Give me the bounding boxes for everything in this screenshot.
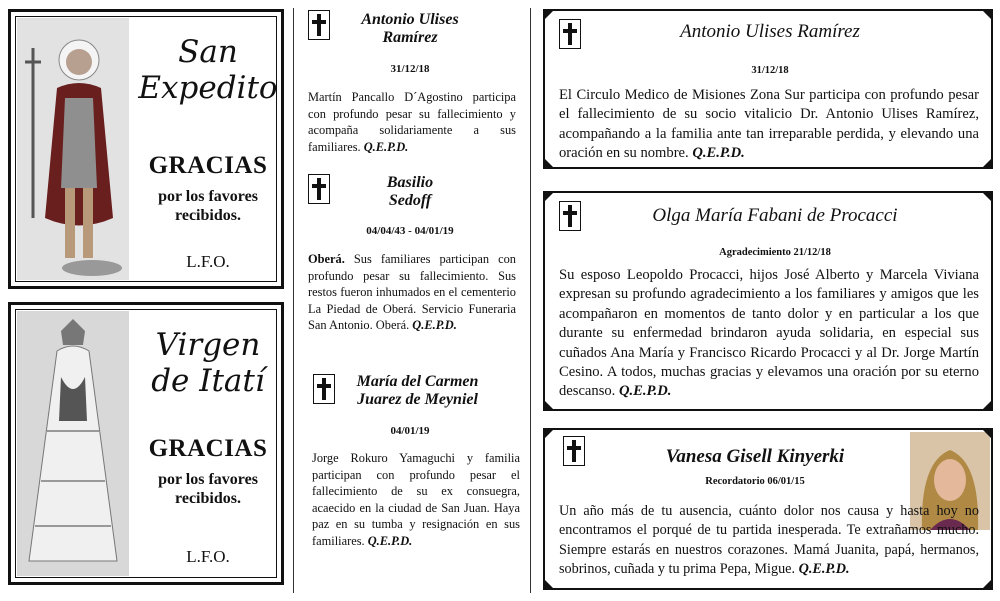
cross-icon (308, 174, 330, 204)
obituary-box (543, 191, 993, 411)
corner-ornament (981, 157, 993, 169)
deceased-name: Olga María Fabani de Procacci (652, 205, 898, 226)
corner-ornament (981, 9, 993, 21)
corner-ornament (981, 578, 993, 590)
cross-icon (559, 201, 581, 231)
corner-ornament (543, 157, 555, 169)
corner-ornament (543, 399, 555, 411)
notice-body: Oberá. Sus familiares participan con profundo pesar su fallecimiento. Sus restos fueron inhumados en el cementerio La Piedad de Oberá. Servicio Funeraria San Antonio. Oberá. Q.E.P.D. (308, 252, 516, 333)
corner-ornament (543, 428, 555, 440)
deceased-name: Vanesa Gisell Kinyerki (665, 446, 845, 467)
corner-ornament (543, 578, 555, 590)
obituary-box (543, 428, 993, 590)
thanks-ad-virgen-de-itati (8, 302, 284, 585)
obituary-box (543, 9, 993, 169)
corner-ornament (981, 399, 993, 411)
deceased-name: María del Carmen Juarez de Meyniel (356, 373, 479, 408)
column-divider (293, 8, 294, 593)
notice-date: 31/12/18 (390, 63, 430, 75)
corner-ornament (543, 9, 555, 21)
notice-date: Recordatorio 06/01/15 (705, 476, 805, 487)
notice-date: 04/04/43 - 04/01/19 (366, 225, 454, 237)
notice-body: Su esposo Leopoldo Procacci, hijos José Alberto y Marcela Viviana expresan su profundo agradecimiento a los familiares y amigos que les acompañaron en momentos de tanto dolor y en particular a los que durante su enfermedad brindaron ayuda solidaria, en especial sus cuñados Ana María y Francisco Ricardo Procacci y al Dr. Jorge Martín Cesino. A todos, muchas gracias y elevamos una oración por su eterno descanso. Q.E.P.D. (559, 267, 979, 400)
deceased-name: Antonio Ulises Ramírez (361, 11, 459, 46)
cross-icon (559, 19, 581, 49)
favores-text: por los favores recibidos. (158, 188, 258, 224)
thanks-ad-san-expedito (8, 9, 284, 289)
corner-ornament (981, 191, 993, 203)
gracias-heading: GRACIAS (148, 435, 268, 462)
gracias-heading: GRACIAS (148, 152, 268, 179)
cross-icon (563, 436, 585, 466)
corner-ornament (543, 191, 555, 203)
deceased-name: Basilio Sedoff (386, 174, 434, 209)
cross-icon (308, 10, 330, 40)
san-expedito-image (17, 18, 129, 280)
notice-body: Un año más de tu ausencia, cuánto dolor nos causa y hasta hoy no encontramos el porqué de tu partida inesperada. Te extrañamos mucho. Siempre estarás en nuestros corazones. Mamá Juanita, papá, hermanos, sobrinos, cuñada y tu prima Pepa, Migue. Q.E.P.D. (559, 503, 979, 578)
saint-name: San Expedito (138, 34, 278, 106)
notice-body: Jorge Rokuro Yamaguchi y familia participan con profundo pesar el fallecimiento de su ex consuegra, acaecido en la ciudad de San Juan. Haya paz en su tumba y resignación en sus familiares. Q.E.P.D. (312, 451, 520, 548)
notice-date: 31/12/18 (751, 65, 789, 76)
deceased-name: Antonio Ulises Ramírez (680, 21, 860, 42)
initials: L.F.O. (186, 547, 230, 566)
cross-icon (313, 374, 335, 404)
notice-body: El Circulo Medico de Misiones Zona Sur participa con profundo pesar el fallecimiento de su socio vitalicio Dr. Antonio Ulises Ramírez, acompañando a la familia ante tan irreparable perdida, y elevando una oración en su nombre. Q.E.P.D. (559, 87, 979, 162)
favores-text: por los favores recibidos. (158, 471, 258, 507)
initials: L.F.O. (186, 252, 230, 271)
corner-ornament (981, 428, 993, 440)
notice-date: 04/01/19 (390, 425, 430, 437)
column-divider (530, 8, 531, 593)
virgen-de-itati-image (17, 311, 129, 576)
saint-name: Virgen de Itatí (151, 327, 265, 399)
notice-date: Agradecimiento 21/12/18 (719, 247, 831, 258)
notice-body: Martín Pancallo D´Agostino participa con profundo pesar su fallecimiento y acompaña solidariamente a sus familiares. Q.E.P.D. (308, 90, 516, 154)
